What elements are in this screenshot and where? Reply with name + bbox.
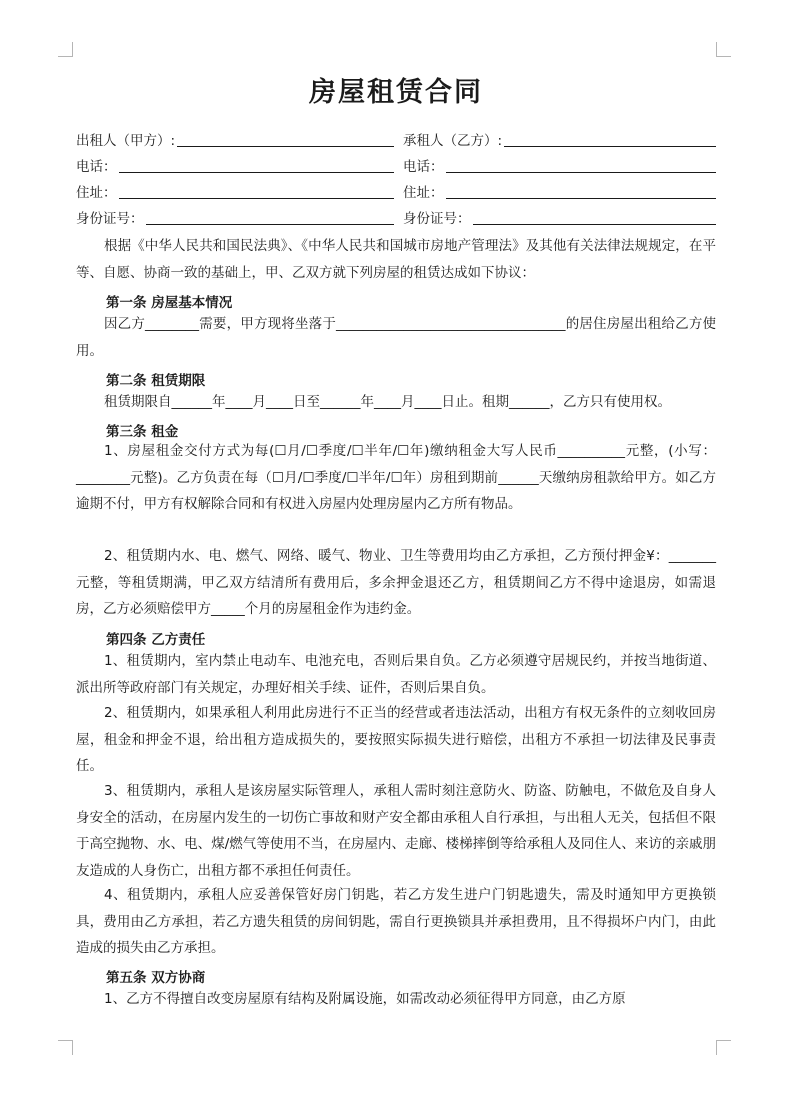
article-4-clause-3: 3、租赁期内，承租人是该房屋实际管理人，承租人需时刻注意防火、防盗、防触电，不做危及自身人身安全的活动，在房屋内发生的一切伤亡事故和财产安全都由承租人自行承担，与出租人无关，包括但不限于高空抛物、水、电、煤/燃气等使用不当，在房屋内、走廊、楼梯摔倒等给承租人及同住人、来访的亲戚朋友造成的人身伤亡，出租方都不承担任何责任。 [76,783,716,879]
lessee-label: 承租人（乙方）: [403,133,503,149]
lessee-phone-field[interactable] [403,155,716,181]
address-label: 住址： [403,185,444,201]
party-row-id [76,207,716,233]
article-3-heading: 第三条 租金 [106,424,179,440]
article-5-clause-1: 1、乙方不得擅自改变房屋原有结构及附属设施，如需改动必须征得甲方同意，由乙方原 [104,991,626,1007]
party-row-name [76,129,716,155]
fill-line [146,224,395,225]
lessor-address-field[interactable] [76,181,394,207]
article-4-clause-4: 4、租赁期内，承租人应妥善保管好房门钥匙，若乙方发生进户门钥匙遗失，需及时通知甲方更换锁具，费用由乙方承担，若乙方遗失租赁的房间钥匙，需自行更换锁具并承担费用，且不得损坏户内门，由此造成的损失由乙方承担。 [76,887,716,957]
article-4-clause-1: 1、租赁期内，室内禁止电动车、电池充电，否则后果自负。乙方必须遵守居规民约，并按当地街道、派出所等政府部门有关规定，办理好相关手续、证件，否则后果自负。 [76,653,716,696]
page-corner-mark [716,42,731,57]
id-label: 身份证号： [76,211,144,227]
fill-line [473,224,717,225]
party-row-address [76,181,716,207]
article-2-heading: 第二条 租赁期限 [106,373,206,389]
article-4-heading: 第四条 乙方责任 [106,632,206,648]
party-row-phone [76,155,716,181]
lessee-address-field[interactable] [403,181,716,207]
lessor-label: 出租人（甲方）: [76,133,176,149]
page-corner-mark [58,42,73,57]
phone-label: 电话： [403,159,444,175]
intro-paragraph: 根据《中华人民共和国民法典》、《中华人民共和国城市房地产管理法》及其他有关法律法规规定，在平等、自愿、协商一致的基础上，甲、乙双方就下列房屋的租赁达成如下协议： [76,238,716,281]
page-corner-mark [58,1040,73,1055]
article-5-heading: 第五条 双方协商 [106,970,206,986]
article-1-text: 因乙方________需要，甲方现将坐落于__________________________________的居住房屋出租给乙方使用。 [76,316,716,359]
fill-line [446,172,717,173]
phone-label: 电话： [76,159,117,175]
article-4-clause-2: 2、租赁期内，如果承租人利用此房进行不正当的经营或者违法活动，出租方有权无条件的立刻收回房屋，租金和押金不退，给出租方造成损失的，要按照实际损失进行赔偿，出租方不承担一切法律及民事责任。 [76,705,716,775]
fill-line [446,198,717,199]
fill-line [119,198,395,199]
fill-line [119,172,395,173]
article-2-text: 租赁期限自______年____月____日至______年____月____日止。租期______，乙方只有使用权。 [104,394,671,410]
article-3-clause-1: 1、房屋租金交付方式为每(☐月/☐季度/☐半年/☐年)缴纳租金大写人民币__________元整，(小写：________元整)。乙方负责在每（☐月/☐季度/☐半年/☐年）房租到期前______天缴纳房租款给甲方。如乙方逾期不付，甲方有权解除合同和有权进入房屋内处理房屋内乙方所有物品。 [76,443,716,513]
lessor-field[interactable] [76,129,394,155]
fill-line [504,146,716,147]
address-label: 住址： [76,185,117,201]
lessee-field[interactable] [403,129,716,155]
lessor-phone-field[interactable] [76,155,394,181]
article-3-clause-2: 2、租赁期内水、电、燃气、网络、暖气、物业、卫生等费用均由乙方承担，乙方预付押金¥：_______元整，等租赁期满，甲乙双方结清所有费用后，多余押金退还乙方，租赁期间乙方不得中途退房，如需退房，乙方必须赔偿甲方_____个月的房屋租金作为违约金。 [76,548,716,618]
fill-line [177,146,394,147]
document-title: 房屋租赁合同 [309,77,483,108]
lessor-id-field[interactable] [76,207,394,233]
page-corner-mark [716,1040,731,1055]
lessee-id-field[interactable] [403,207,716,233]
id-label: 身份证号： [403,211,471,227]
article-1-heading: 第一条 房屋基本情况 [106,295,233,311]
